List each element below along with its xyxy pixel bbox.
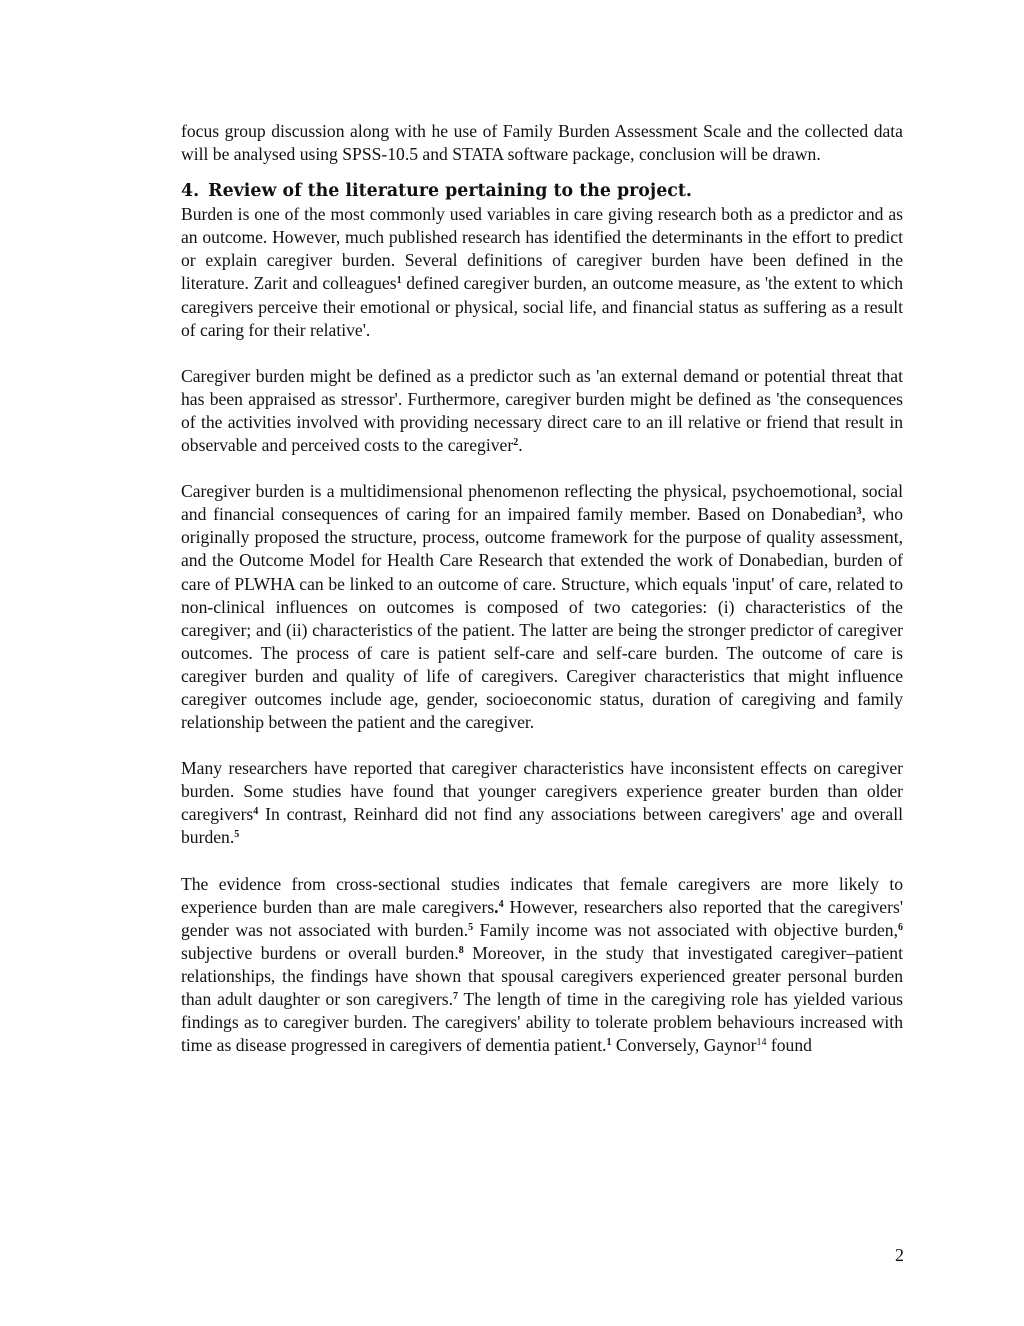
p2-reference: 2 xyxy=(513,437,519,449)
p5-text-a: The evidence from cross-sectional studies indicates that female caregivers are more likely to experience burden than are male caregivers xyxy=(181,873,903,917)
paragraph-age-effects xyxy=(181,757,903,849)
p1-text-b: defined caregiver burden, an outcome measure, as 'the extent to which caregivers perceive their emotional or physical, social life, and financial status as suffering as a result of caring for their relative'. xyxy=(181,273,903,340)
p5-text-b: However, researchers also reported that the caregivers' gender was not associated with burden. xyxy=(181,896,903,940)
paragraph-burden-predictor xyxy=(181,365,903,457)
section-number: 4. xyxy=(181,181,200,202)
p5-text-d: subjective burdens or overall burden. xyxy=(181,942,459,963)
p5-reference-3: 6 xyxy=(898,921,903,933)
paragraph-multidimensional xyxy=(181,480,903,734)
p5-text-c: Family income was not associated with objective burden, xyxy=(473,919,898,940)
p4-text-a: Many researchers have reported that caregiver characteristics have inconsistent effects on caregiver burden. Some studies have found that younger caregivers experience greater burden than older caregivers xyxy=(181,758,903,825)
p5-reference-1: 4 xyxy=(498,898,504,910)
p5-bold-period: . xyxy=(494,896,499,917)
p4-reference-1: 4 xyxy=(253,806,259,818)
p5-reference-2: 5 xyxy=(468,921,474,933)
p5-reference-5: 7 xyxy=(453,991,458,1002)
paragraph-gender-income xyxy=(181,873,903,1058)
intro-paragraph xyxy=(181,120,903,166)
p3-text-b: , who originally proposed the structure, process, outcome framework for the purpose of quality assessment, and the Outcome Model for Health Care Research that extended the work of Donabedian, burden of care of PLWHA can be linked to an outcome of care. Structure, which equals 'input' of care, related to non-clinical influences on outcomes is composed of two categories: (i) characteristics of the caregiver; and (ii) characteristics of the patient. The latter are being the stronger predictor of caregiver outcomes. The process of care is patient self-care and self-care burden. The outcome of care is caregiver burden and quality of life of caregivers. Caregiver characteristics that might influence caregiver outcomes include age, gender, socioeconomic status, duration of caregiving and family relationship between the patient and the caregiver. xyxy=(181,504,903,733)
p4-reference-2: 5 xyxy=(234,829,240,841)
document-body xyxy=(181,120,903,1057)
p5-reference-7: 14 xyxy=(756,1037,767,1049)
p3-reference: 3 xyxy=(856,506,862,518)
p5-reference-4: 8 xyxy=(458,944,464,956)
p3-text-a: Caregiver burden is a multidimensional phenomenon reflecting the physical, psychoemotional, social and financial consequences of caring for an impaired family member. Based on Donabedian xyxy=(181,481,903,525)
section-heading xyxy=(181,180,903,203)
page-number: 2 xyxy=(895,1245,904,1265)
p2-text-a: Caregiver burden might be defined as a predictor such as 'an external demand or potential threat that has been appraised as stressor'. Furthermore, caregiver burden might be defined as 'the consequences of the activities involved with providing necessary direct care to an ill relative or friend that result in observable and perceived costs to the caregiver xyxy=(181,365,903,456)
section-title: Review of the literature pertaining to the project. xyxy=(208,181,692,202)
p5-text-g: Conversely, Gaynor xyxy=(611,1035,757,1056)
p5-reference-6: 1 xyxy=(606,1037,612,1049)
p5-text-f: The length of time in the caregiving role has yielded various findings as to caregiver burden. The caregivers' ability to tolerate problem behaviours increased with time as disease progressed in caregivers of dementia patient. xyxy=(181,989,903,1056)
paragraph-burden-definition xyxy=(181,203,903,342)
p5-text-h: found xyxy=(766,1035,812,1056)
p2-text-b: . xyxy=(518,435,523,456)
p5-text-e: Moreover, in the study that investigated caregiver–patient relationships, the findings have shown that spousal caregivers experienced greater personal burden than adult daughter or son caregivers. xyxy=(181,942,903,1009)
p4-text-b: In contrast, Reinhard did not find any associations between caregivers' age and overall burden. xyxy=(181,804,903,848)
p1-text-a: Burden is one of the most commonly used variables in care giving research both as a predictor and as an outcome. However, much published research has identified the determinants in the effort to predict or explain caregiver burden. Several definitions of caregiver burden have been defined in the literature. Zarit and colleagues xyxy=(181,204,903,294)
intro-text: focus group discussion along with he use of Family Burden Assessment Scale and the collected data will be analysed using SPSS-10.5 and STATA software package, conclusion will be drawn. xyxy=(181,121,903,165)
p1-reference: 1 xyxy=(396,275,402,287)
